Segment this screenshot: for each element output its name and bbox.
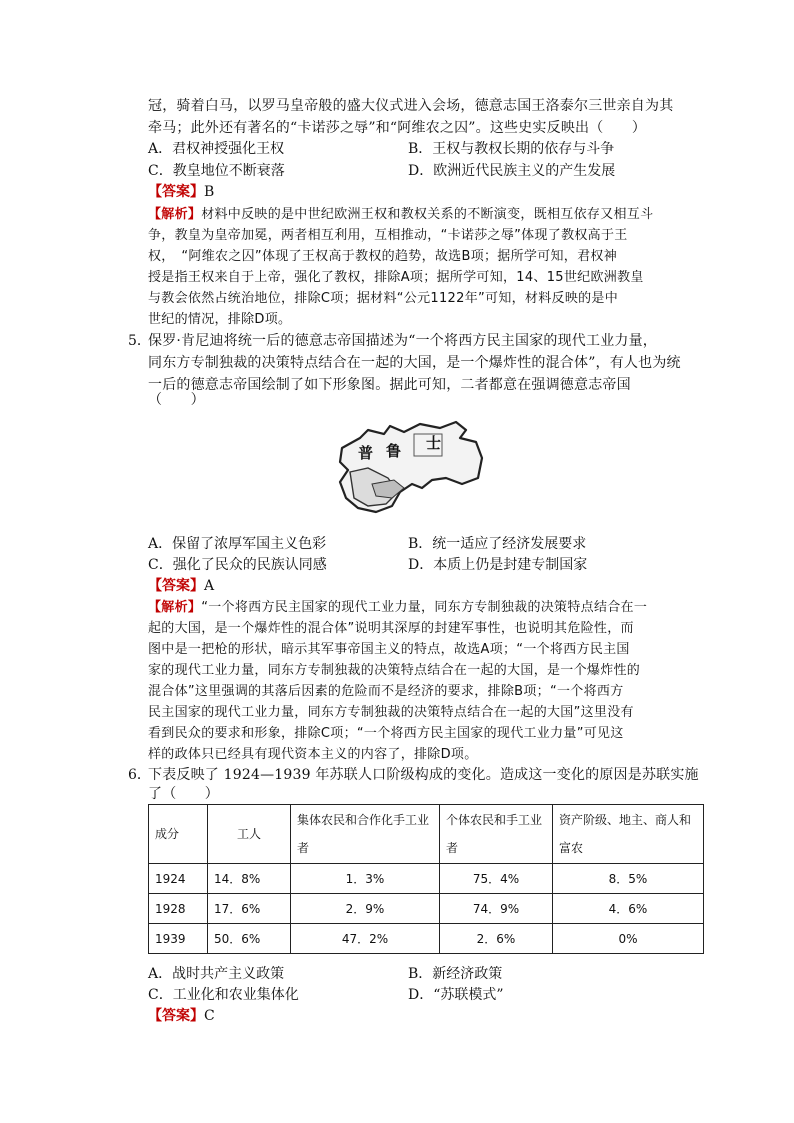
- table-cell: 1928: [149, 894, 208, 924]
- q4-option-d: D．欧洲近代民族主义的产生发展: [408, 163, 616, 179]
- q6-option-c: C．工业化和农业集体化: [148, 987, 299, 1003]
- q5-stem-line-2: 同东方专制独裁的决策特点结合在一起的大国，是一个爆炸性的混合体”，有人也为统: [148, 355, 681, 371]
- map-label-shi: 士: [426, 434, 442, 452]
- table-cell: 74．9%: [440, 894, 553, 924]
- table-header-cell: 个体农民和手工业者: [440, 805, 553, 864]
- answer-value: C: [204, 1008, 215, 1024]
- map-label-pu: 普: [358, 444, 374, 462]
- answer-tag: 【答案】: [148, 184, 204, 200]
- q6-option-a: A．战时共产主义政策: [148, 966, 285, 982]
- q5-option-b: B．统一适应了经济发展要求: [408, 536, 587, 552]
- table-header-cell: 成分: [149, 805, 208, 864]
- table-cell: 14．8%: [208, 864, 291, 894]
- table-cell: 0%: [553, 924, 704, 954]
- table-cell: 1924: [149, 864, 208, 894]
- q4-explanation-line-6: 世纪的情况，排除D项。: [148, 312, 292, 327]
- table-cell: 2．6%: [440, 924, 553, 954]
- q5-option-d: D．本质上仍是封建专制国家: [408, 557, 588, 573]
- q5-explanation-line-4: 家的现代工业力量，同东方专制独裁的决策特点结合在一起的大国，是一个爆炸性的: [148, 663, 641, 678]
- explanation-tag: 【解析】: [148, 207, 202, 222]
- q5-explanation-line-1: [148, 597, 647, 618]
- q6-number: 6．: [128, 767, 151, 783]
- germany-gun-map-image: [328, 418, 494, 520]
- q5-option-c: C．强化了民众的民族认同感: [148, 557, 327, 573]
- table-cell: 1939: [149, 924, 208, 954]
- table-cell: 47．2%: [291, 924, 440, 954]
- table-cell: 50．6%: [208, 924, 291, 954]
- q5-stem-line-3: 一后的德意志帝国绘制了如下形象图。据此可知，二者都意在强调德意志帝国: [148, 377, 631, 393]
- q4-explanation-line-1: [148, 204, 653, 225]
- q5-explanation-line-5: 混合体”这里强调的其落后因素的危险而不是经济的要求，排除B项；“一个将西方: [148, 684, 624, 699]
- table-cell: 2．9%: [291, 894, 440, 924]
- map-label-lu: 鲁: [386, 442, 402, 460]
- explanation-text: 材料中反映的是中世纪欧洲王权和教权关系的不断演变，既相互依存又相互斗: [201, 207, 654, 222]
- table-row: [149, 894, 704, 924]
- q5-explanation-line-3: 图中是一把枪的形状，暗示其军事帝国主义的特点，故选A项；“一个将西方民主国: [148, 642, 630, 657]
- q6-option-d: D．“苏联模式”: [408, 987, 504, 1003]
- q6-answer: [148, 1006, 215, 1026]
- q5-stem-line-1: 保罗·肯尼迪将统一后的德意志帝国描述为“一个将西方民主国家的现代工业力量，: [148, 333, 658, 349]
- q5-stem-line-4: （ ）: [148, 392, 205, 408]
- q4-explanation-line-5: 与教会依然占统治地位，排除C项；据材料“公元1122年”可知，材料反映的是中: [148, 291, 619, 306]
- q5-answer: [148, 576, 214, 596]
- q5-number: 5．: [128, 333, 151, 349]
- q4-stem-line-1: 冠，骑着白马，以罗马皇帝般的盛大仪式进入会场，德意志国王洛泰尔三世亲自为其: [148, 98, 674, 114]
- table-header-row: [149, 805, 704, 864]
- answer-value: A: [204, 578, 215, 594]
- q5-option-a: A．保留了浓厚军国主义色彩: [148, 536, 327, 552]
- q4-option-b: B．王权与教权长期的依存与斗争: [408, 141, 615, 157]
- q6-stem-line-2: 了（ ）: [148, 786, 219, 802]
- q6-stem-line-1: 下表反映了 1924—1939 年苏联人口阶级构成的变化。造成这一变化的原因是苏联实施: [148, 767, 699, 783]
- q4-option-c: C．教皇地位不断衰落: [148, 163, 285, 179]
- q4-explanation-line-3: 权， “阿维农之囚”体现了王权高于教权的趋势，故选B项；据所学可知，君权神: [148, 249, 617, 264]
- q5-explanation-line-8: 样的政体只已经具有现代资本主义的内容了，排除D项。: [148, 747, 478, 762]
- q4-stem-line-2: 牵马；此外还有著名的“卡诺莎之辱”和“阿维农之囚”。这些史实反映出（ ）: [148, 120, 647, 136]
- answer-tag: 【答案】: [148, 1008, 204, 1024]
- table-cell: 4．6%: [553, 894, 704, 924]
- table-header-cell: 工人: [208, 805, 291, 864]
- q4-explanation-line-4: 授是指王权来自于上帝，强化了教权，排除A项；据所学可知，14、15世纪欧洲教皇: [148, 270, 644, 285]
- table-cell: 75．4%: [440, 864, 553, 894]
- table-cell: 1．3%: [291, 864, 440, 894]
- explanation-text: “一个将西方民主国家的现代工业力量，同东方专制独裁的决策特点结合在一: [201, 600, 648, 615]
- table-cell: 17．6%: [208, 894, 291, 924]
- explanation-tag: 【解析】: [148, 600, 202, 615]
- table-row: [149, 864, 704, 894]
- q4-answer: [148, 182, 214, 202]
- population-class-table: [148, 804, 704, 954]
- table-header-cell: 资产阶级、地主、商人和富农: [553, 805, 704, 864]
- q4-option-a: A．君权神授强化王权: [148, 141, 285, 157]
- q6-option-b: B．新经济政策: [408, 966, 503, 982]
- table-row: [149, 924, 704, 954]
- q4-explanation-line-2: 争，教皇为皇帝加冕，两者相互利用，互相推动，“卡诺莎之辱”体现了教权高于王: [148, 228, 628, 243]
- q5-explanation-line-2: 起的大国，是一个爆炸性的混合体”说明其深厚的封建军事性，也说明其危险性，而: [148, 621, 634, 636]
- q5-explanation-line-7: 看到民众的要求和形象，排除C项；“一个将西方民主国家的现代工业力量”可见这: [148, 726, 624, 741]
- q5-explanation-line-6: 民主国家的现代工业力量，同东方专制独裁的决策特点结合在一起的大国”这里没有: [148, 705, 634, 720]
- table-cell: 8．5%: [553, 864, 704, 894]
- table-header-cell: 集体农民和合作化手工业者: [291, 805, 440, 864]
- answer-value: B: [204, 184, 215, 200]
- answer-tag: 【答案】: [148, 578, 204, 594]
